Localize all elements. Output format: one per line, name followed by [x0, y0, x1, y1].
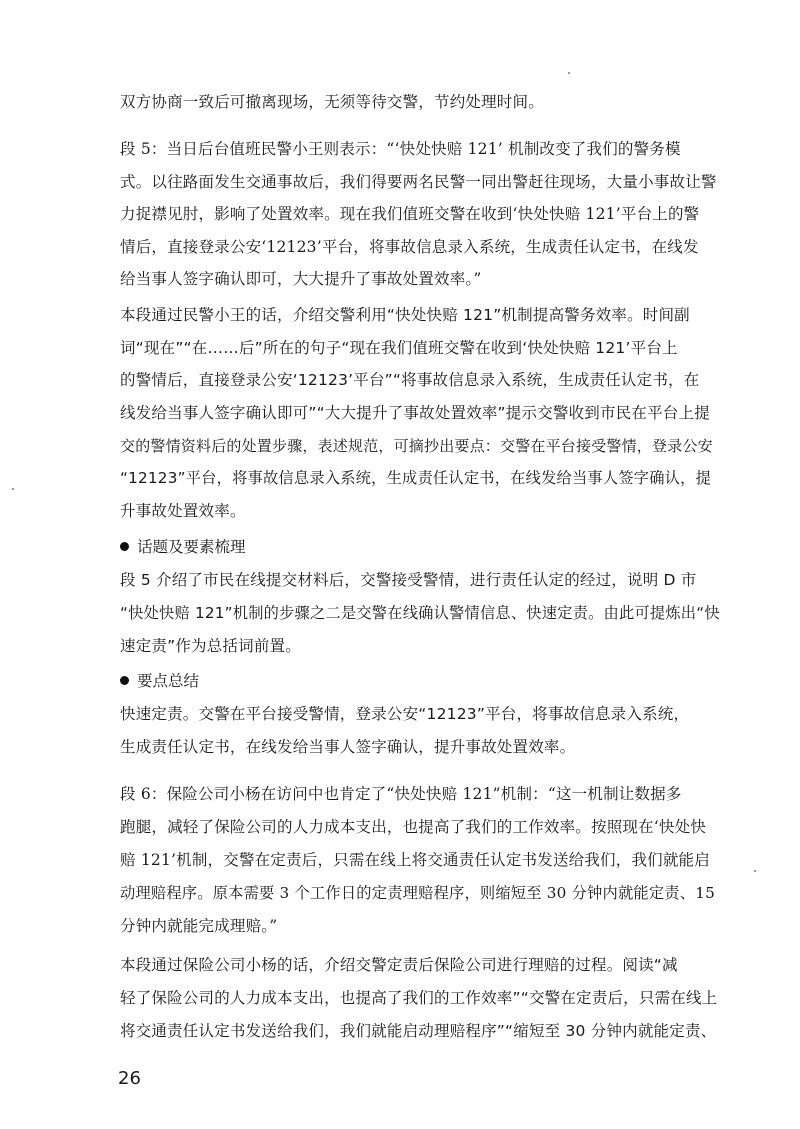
- scan-speck: [12, 488, 14, 490]
- text-line: “12123”平台，将事故信息录入系统，生成责任认定书，在线发给当事人签字确认，提: [120, 469, 712, 487]
- text-line: 力捉襟见肘，影响了处置效率。现在我们值班交警在收到‘快处快赔 121’平台上的警: [120, 205, 700, 223]
- text-line: 轻了保险公司的人力成本支出，也提高了我们的工作效率”“交警在定责后，只需在线上: [120, 989, 718, 1007]
- text-line: 速定责”作为总括词前置。: [120, 637, 301, 655]
- text-line: 段 5：当日后台值班民警小王则表示：“‘快处快赔 121’ 机制改变了我们的警务模: [120, 140, 681, 158]
- text-line: 段 6：保险公司小杨在访问中也肯定了“快处快赔 121”机制：“这一机制让数据多: [120, 785, 682, 803]
- heading-label: 要点总结: [137, 672, 200, 690]
- text-line: 生成责任认定书，在线发给当事人签字确认，提升事故处置效率。: [120, 738, 576, 756]
- text-line: 快速定责。交警在平台接受警情，登录公安“12123”平台，将事故信息录入系统，: [120, 705, 690, 723]
- text-line: 的警情后，直接登录公安‘12123’平台”“将事故信息录入系统，生成责任认定书，在: [120, 371, 700, 389]
- text-line: 本段通过保险公司小杨的话，介绍交警定责后保险公司进行理赔的过程。阅读“减: [120, 956, 678, 974]
- section-heading: [120, 671, 199, 691]
- text-line: 段 5 介绍了市民在线提交材料后，交警接受警情，进行责任认定的经过，说明 D 市: [120, 571, 697, 589]
- scan-speck: [568, 72, 570, 74]
- text-line: 交的警情资料后的处置步骤，表述规范，可摘抄出要点：交警在平台接受警情，登录公安: [120, 437, 713, 455]
- text-line: 跑腿，减轻了保险公司的人力成本支出，也提高了我们的工作效率。按照现在‘快处快: [120, 818, 707, 836]
- text-line: 动理赔程序。原本需要 3 个工作日的定责理赔程序，则缩短至 30 分钟内就能定责、15: [120, 884, 716, 902]
- text-line: 词“现在”“在……后”所在的句子“现在我们值班交警在收到‘快处快赔 121’平台上: [120, 339, 678, 357]
- text-line: 分钟内就能完成理赔。”: [120, 917, 278, 935]
- page-number: 26: [118, 1068, 141, 1089]
- text-line: 式。以往路面发生交通事故后，我们得要两名民警一同出警赶往现场，大量小事故让警: [120, 173, 717, 191]
- text-line: 赔 121’机制，交警在定责后，只需在线上将交通责任认定书发送给我们，我们就能启: [120, 851, 710, 869]
- text-line: 线发给当事人签字确认即可”“大大提升了事故处置效率”提示交警收到市民在平台上提: [120, 404, 710, 422]
- bullet-icon: [120, 542, 129, 551]
- text-line: “快处快赔 121”机制的步骤之二是交警在线确认警情信息、快速定责。由此可提炼出“快: [120, 604, 720, 622]
- bullet-icon: [120, 676, 129, 685]
- text-line: 本段通过民警小王的话，介绍交警利用“快处快赔 121”机制提高警务效率。时间副: [120, 306, 690, 324]
- text-line: 双方协商一致后可撤离现场，无须等待交警，节约处理时间。: [120, 93, 544, 111]
- text-line: 将交通责任认定书发送给我们，我们就能启动理赔程序”“缩短至 30 分钟内就能定责、: [120, 1022, 717, 1040]
- scan-speck: [754, 870, 756, 872]
- heading-label: 话题及要素梳理: [137, 538, 246, 556]
- text-line: 给当事人签字确认即可，大大提升了事故处置效率。”: [120, 270, 482, 288]
- section-heading: [120, 537, 246, 557]
- text-line: 升事故处置效率。: [120, 502, 246, 520]
- text-line: 情后，直接登录公安‘12123’平台，将事故信息录入系统，生成责任认定书，在线发: [120, 238, 699, 256]
